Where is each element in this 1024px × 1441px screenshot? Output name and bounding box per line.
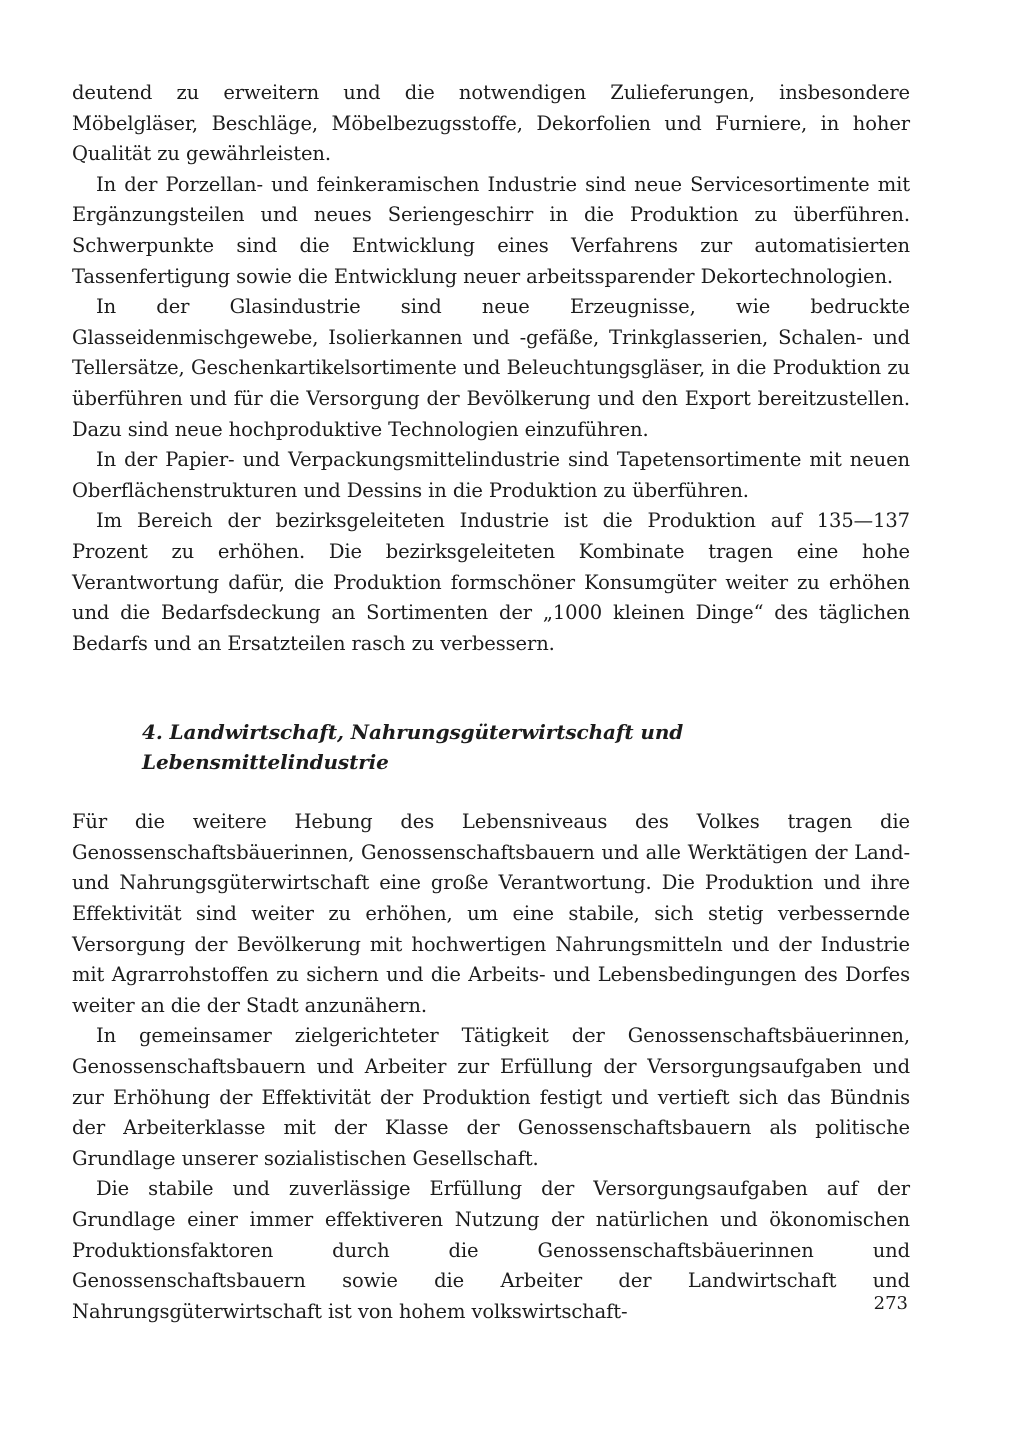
paragraph: Die stabile und zuverlässige Erfüllung der Versorgungsaufgaben auf der Grundlage einer immer effektiveren Nutzung der natürlichen und ökonomischen Produktionsfaktoren durch die Genossenschaftsbäuerinnen und Genossenschaftsbauern sowie die Arbeiter der Landwirtschaft und Nahrungsgüterwirtschaft ist von hohem volkswirtschaft- [72,1177,910,1323]
paragraph: In der Porzellan- und feinkeramischen Industrie sind neue Servicesortimente mit Ergänzungsteilen und neues Seriengeschirr in die Produktion zu überführen. Schwerpunkte sind die Entwicklung eines Verfahrens zur automatisierten Tassenfertigung sowie die Entwicklung neuer arbeitssparender Dekortechnologien. [72,172,910,288]
body-text-top [72,78,910,659]
paragraph: deutend zu erweitern und die notwendigen Zulieferungen, insbesondere Möbelgläser, Beschläge, Möbelbezugsstoffe, Dekorfolien und Furniere, in hoher Qualität zu gewährleisten. [72,81,910,166]
body-text-bottom [72,807,910,1327]
document-page [72,78,910,1327]
section-heading: 4. Landwirtschaft, Nahrungsgüterwirtschaft und Lebensmittelindustrie [142,720,684,775]
page-number: 273 [873,1293,908,1314]
paragraph: In gemeinsamer zielgerichteter Tätigkeit der Genossenschaftsbäuerinnen, Genossenschaftsbauern und Arbeiter zur Erfüllung der Versorgungsaufgaben und zur Erhöhung der Effektivität der Produktion festigt und vertieft sich das Bündnis der Arbeiterklasse mit der Klasse der Genossenschaftsbauern als politische Grundlage unserer sozialistischen Gesellschaft. [72,1024,910,1170]
paragraph: Im Bereich der bezirksgeleiteten Industrie ist die Produktion auf 135—137 Prozent zu erhöhen. Die bezirksgeleiteten Kombinate tragen eine hohe Verantwortung dafür, die Produktion formschöner Konsumgüter weiter zu erhöhen und die Bedarfsdeckung an Sortimenten der „1000 kleinen Dinge“ des täglichen Bedarfs und an Ersatzteilen rasch zu verbessern. [72,509,910,655]
paragraph: Für die weitere Hebung des Lebensniveaus des Volkes tragen die Genossenschaftsbäuerinnen, Genossenschaftsbauern und alle Werktätigen der Land- und Nahrungsgüterwirtschaft eine große Verantwortung. Die Produktion und ihre Effektivität sind weiter zu erhöhen, um eine stabile, sich stetig verbessernde Versorgung der Bevölkerung mit hochwertigen Nahrungsmitteln und der Industrie mit Agrarrohstoffen zu sichern und die Arbeits- und Lebensbedingungen des Dorfes weiter an die der Stadt anzunähern. [72,810,910,1017]
paragraph: In der Papier- und Verpackungsmittelindustrie sind Tapetensortimente mit neuen Oberflächenstrukturen und Dessins in die Produktion zu überführen. [72,448,910,502]
paragraph: In der Glasindustrie sind neue Erzeugnisse, wie bedruckte Glasseidenmischgewebe, Isolierkannen und -gefäße, Trinkglasserien, Schalen- und Tellersätze, Geschenkartikelsortimente und Beleuchtungsgläser, in die Produktion zu überführen und für die Versorgung der Bevölkerung und den Export bereitzustellen. Dazu sind neue hochproduktive Technologien einzuführen. [72,295,910,441]
